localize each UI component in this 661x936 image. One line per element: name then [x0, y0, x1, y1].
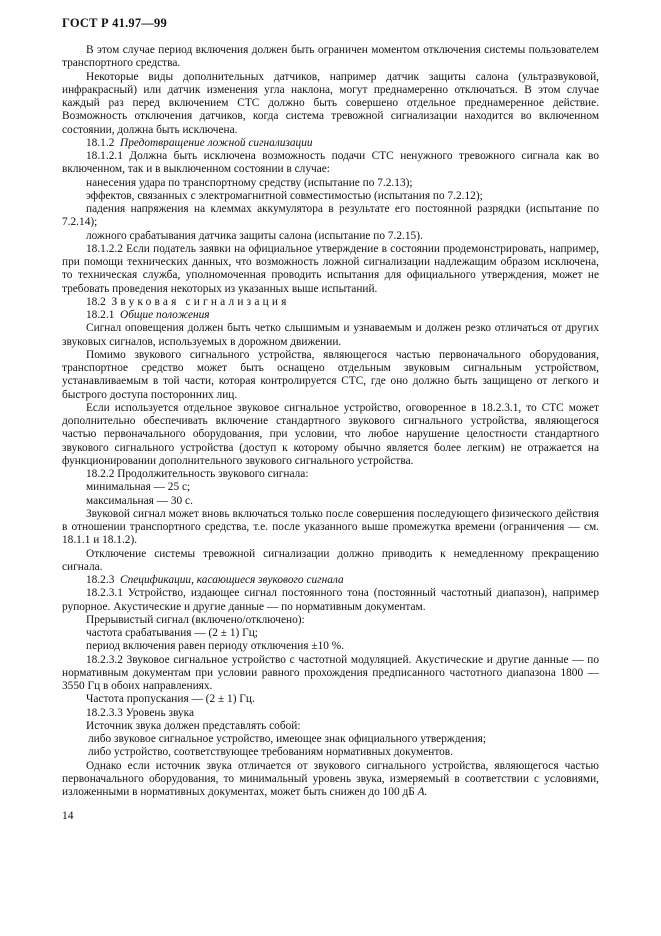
list-item: Источник звука должен представлять собой: [86, 719, 301, 732]
paragraph: 18.2.2 Продолжительность звукового сигнала: [86, 468, 309, 480]
section-title: Общие положения [120, 309, 210, 321]
list-item: либо звуковое сигнальное устройство, имеющее знак официального утверждения; [88, 733, 487, 745]
section-number: 18.2.3 [86, 574, 115, 586]
document-body [62, 44, 599, 799]
paragraph: 18.1.2.2 Если податель заявки на официальное утверждение в состоянии продемонстрировать, например, при помощи технических данных, что возможность ложной сигнализации надлежащим образом исключена, то техническая служба, уполномоченная проводить испытания для официального утверждения, может не требовать проведения некоторых из указанных выше испытаний. [62, 242, 599, 295]
section-number: 18.2 [86, 295, 106, 308]
paragraph: Помимо звукового сигнального устройства, являющегося частью первоначального оборудования, транспортное средство может быть оснащено отдельным звуковым сигнальным устройством, устанавливаемым в той части, которая контролируется СТС, где оно должно быть защищено от легкого и быстрого доступа посторонних лиц. [62, 348, 599, 401]
paragraph [62, 760, 599, 800]
paragraph: 18.2.3.1 Устройство, издающее сигнал постоянного тона (постоянный частотный диапазон), например рупорное. Акустические и другие данные — по нормативным документам. [62, 587, 599, 613]
page-header: ГОСТ Р 41.97—99 [62, 16, 167, 30]
list-item: 18.2.3.3 Уровень звука [86, 706, 194, 719]
section-heading-18-2-3 [62, 574, 599, 587]
list-item: либо устройство, соответствующее требованиям нормативных документов. [88, 746, 453, 759]
list-item: максимальная — 30 с. [86, 494, 193, 507]
paragraph: Звуковой сигнал может вновь включаться только после совершения последующего физического действия в отношении транспортного средства, т.е. после указанного выше промежутка времени (ограничения — см. 18.1.1 и 18.1.2). [62, 507, 599, 547]
paragraph: Если используется отдельное звуковое сигнальное устройство, оговоренное в 18.2.3.1, то СТС может дополнительно обеспечивать включение стандартного звукового сигнального устройства, являющегося частью первоначального оборудования, при условии, что любое нарушение целостности стандартного звукового сигнального устройства (доступ к которому обычно является более легким) не отражается на функционировании дополнительного звукового сигнального устройства. [62, 401, 599, 467]
paragraph: 18.2.3.2 Звуковое сигнальное устройство с частотной модуляцией. Акустические и другие данные — по нормативным документам при условии равного прохождения предписанного частотного диапазона 1800 — 3550 Гц в обоих направлениях. [62, 653, 599, 692]
section-number: 18.1.2 [86, 136, 115, 149]
section-heading-18-2 [62, 296, 599, 309]
list-item: Частота пропускания — (2 ± 1) Гц. [86, 693, 255, 706]
section-title: Спецификации, касающиеся звукового сигнала [120, 574, 344, 586]
paragraph: 18.1.2.1 Должна быть исключена возможность подачи СТС ненужного тревожного сигнала как во включенном, так и в выключенном состоянии в случае: [62, 150, 599, 176]
list-item: эффектов, связанных с электромагнитной совместимостью (испытания по 7.2.12); [86, 189, 483, 202]
paragraph-text: Однако если источник звука отличается от звукового сигнального устройства, являющегося частью первоначального оборудования, то минимальный уровень звука, измеряемый в соответствии с условиями, изложенными в нормативных документах, может быть снижен до 100 дБ [62, 759, 599, 798]
list-item: частота срабатывания — (2 ± 1) Гц; [86, 627, 258, 639]
unit-letter: А. [417, 786, 428, 798]
section-title: Звуковая сигнализация [111, 295, 290, 308]
list-item: нанесения удара по транспортному средству (испытание по 7.2.13); [86, 176, 413, 189]
paragraph: Сигнал оповещения должен быть четко слышимым и узнаваемым и должен резко отличаться от других звуковых сигналов, используемых в дорожном движении. [62, 322, 599, 348]
list-item: падения напряжения на клеммах аккумулятора в результате его постоянной разрядки (испытание по 7.2.14); [62, 203, 599, 229]
paragraph: Некоторые виды дополнительных датчиков, например датчик защиты салона (ультразвуковой, инфракрасный) или датчик изменения угла наклона, могут преднамеренно отключаться. В этом случае каждый раз перед включением СТС должно быть совершено отдельное преднамеренное действие. Возможность отключения датчиков, когда система тревожной сигнализации находится во включенном состоянии, должна быть исключена. [62, 70, 599, 136]
section-title: Предотвращение ложной сигнализации [120, 136, 313, 149]
list-item: период включения равен периоду отключения ±10 %. [86, 640, 345, 653]
list-item: ложного срабатывания датчика защиты салона (испытание по 7.2.15). [86, 229, 423, 242]
list-item: минимальная — 25 с; [86, 481, 191, 494]
section-number: 18.2.1 [86, 309, 115, 321]
section-heading-18-2-1 [62, 309, 599, 322]
section-heading-18-1-2 [62, 137, 599, 150]
list-item: Прерывистый сигнал (включено/отключено): [86, 613, 305, 626]
page-number: 14 [62, 810, 74, 822]
paragraph: Отключение системы тревожной сигнализации должно приводить к немедленному прекращению сигнала. [62, 547, 599, 573]
paragraph: В этом случае период включения должен быть ограничен моментом отключения системы пользователем транспортного средства. [62, 44, 599, 70]
